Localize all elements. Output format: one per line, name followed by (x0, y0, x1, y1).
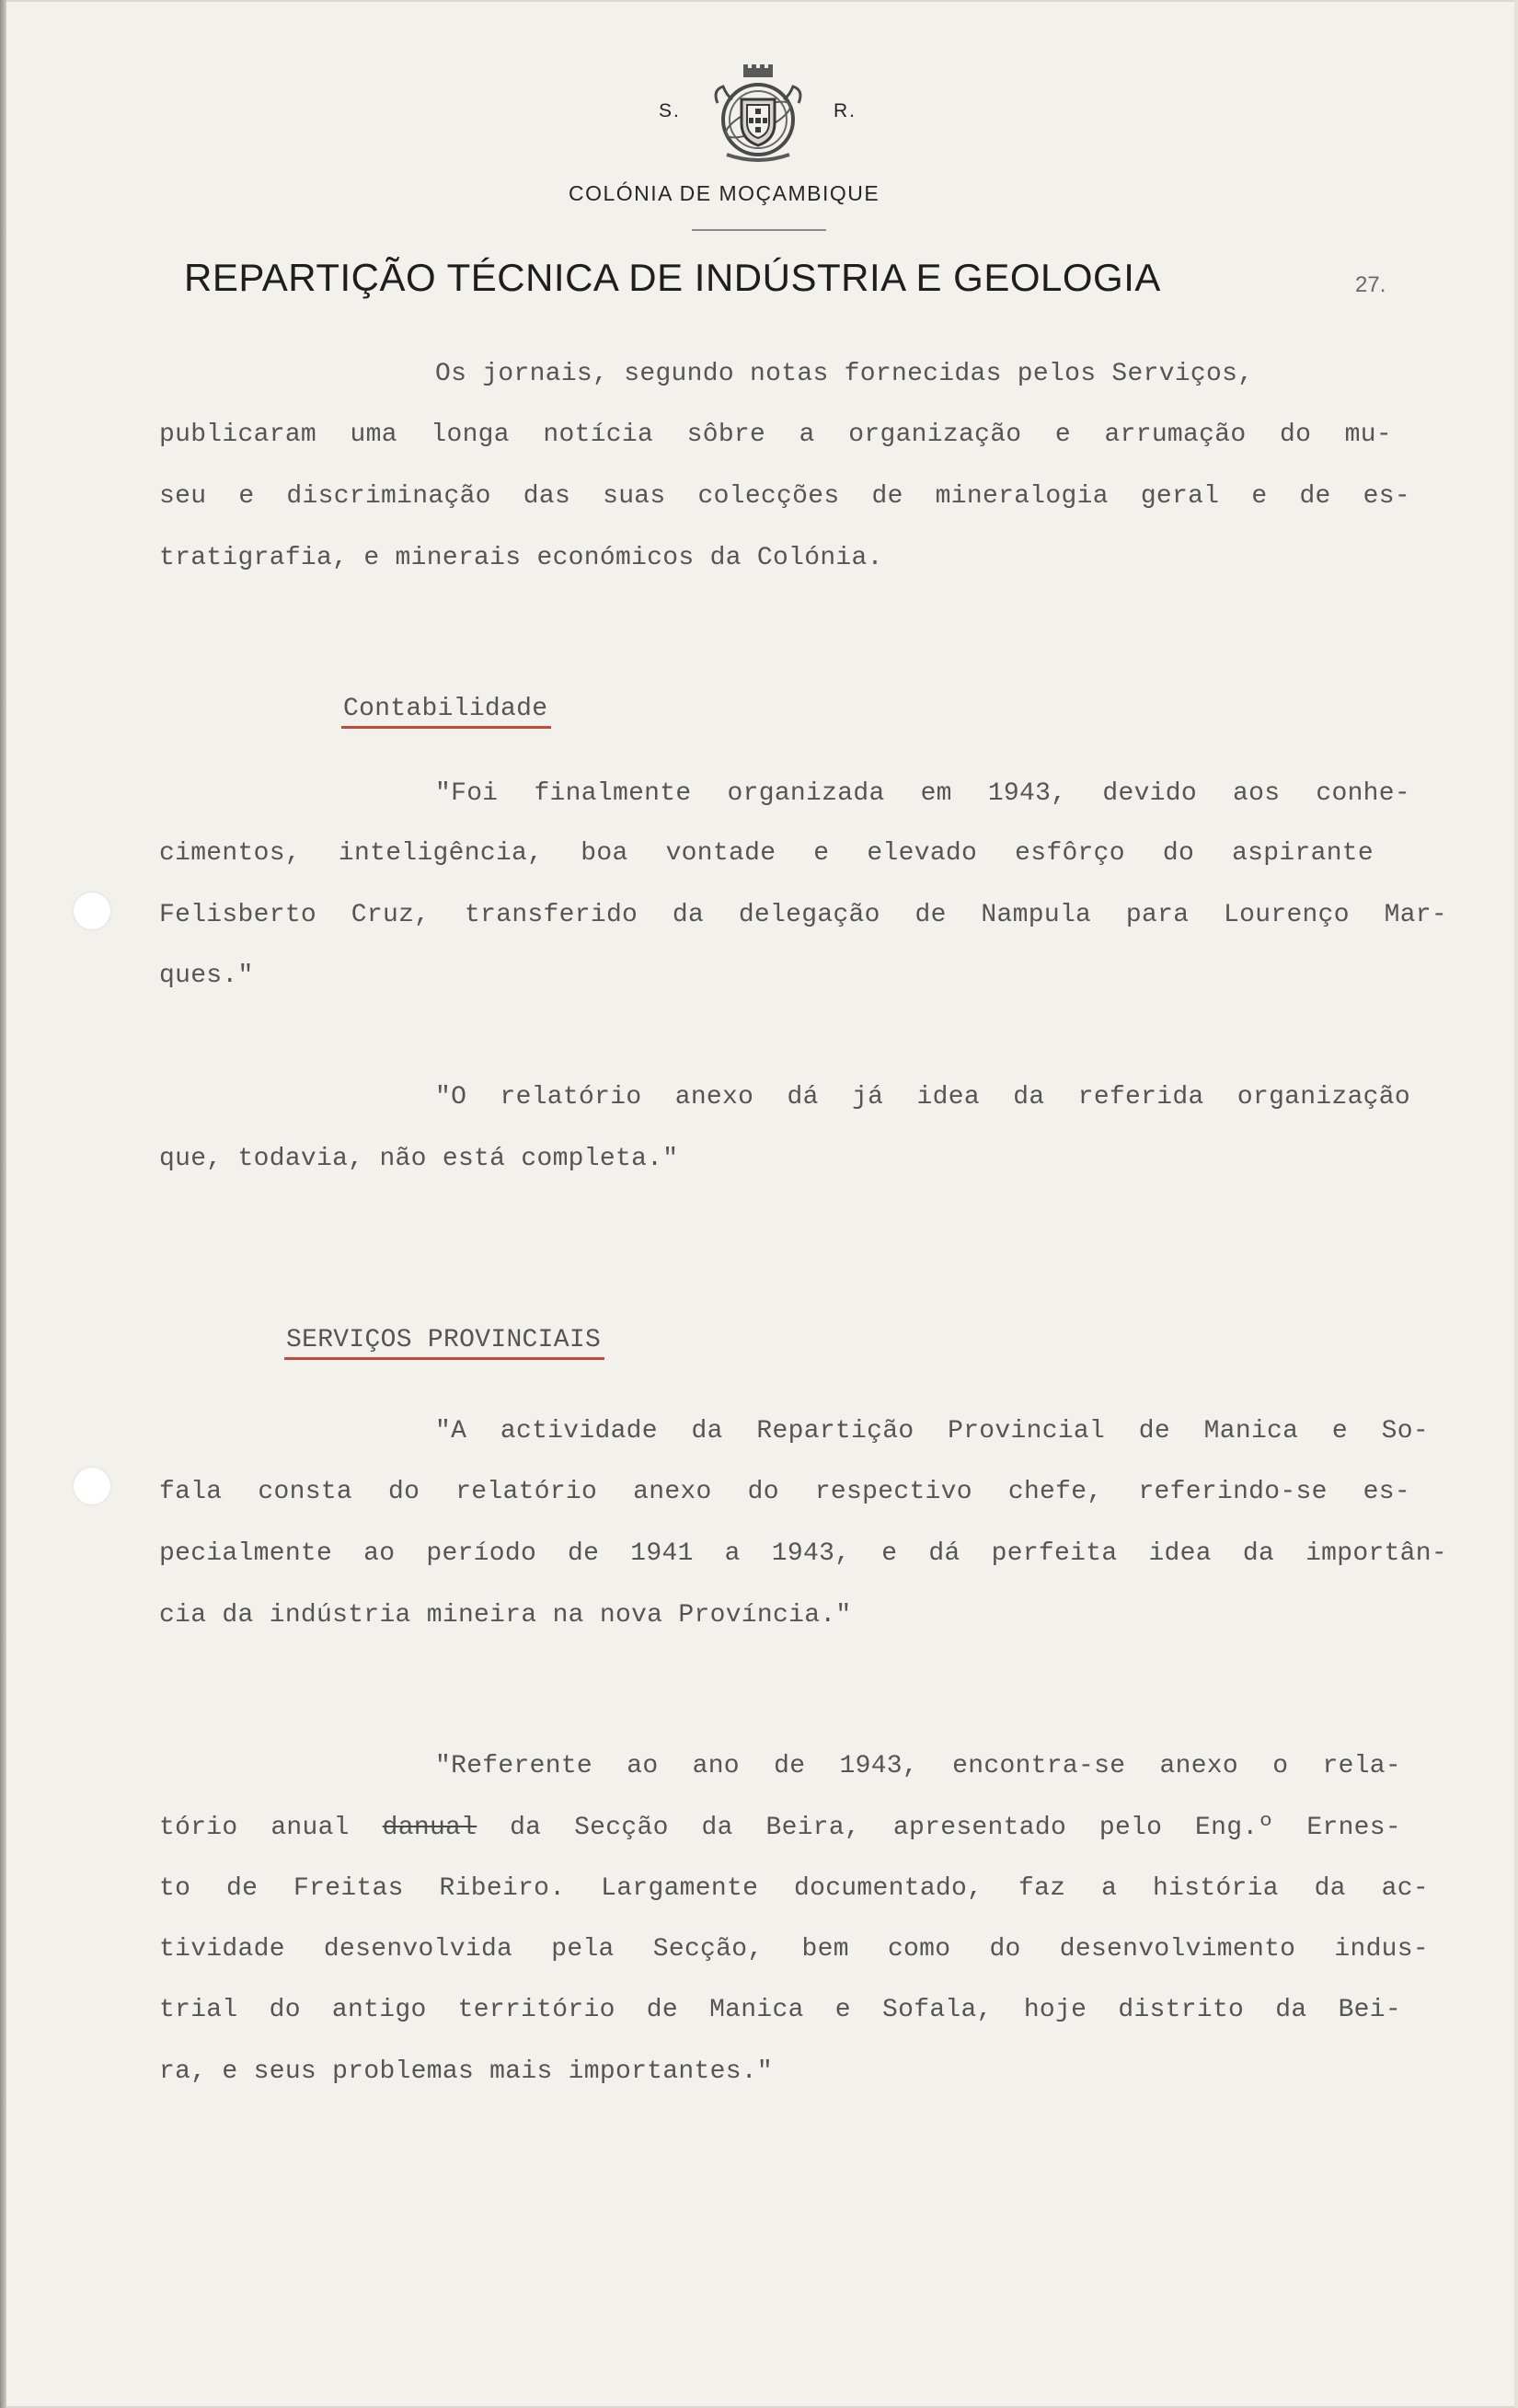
heading-underline (284, 1357, 604, 1360)
paper-edge-right (1514, 0, 1518, 2408)
heading-text: Contabilidade (343, 695, 548, 723)
paragraph-line (159, 1810, 1401, 1847)
struck-word: danual (382, 1814, 477, 1842)
intro-line: publicaram uma longa notícia sôbre a organização e arrumação do mu- (159, 421, 1392, 449)
crown-icon (743, 64, 773, 77)
letterhead-initial-r: R. (834, 100, 857, 121)
paragraph-line: to de Freitas Ribeiro. Largamente documentado, faz a história da ac- (159, 1874, 1429, 1903)
intro-line: Os jornais, segundo notas fornecidas pelos Serviços, (435, 360, 1254, 388)
coat-of-arms-emblem (707, 63, 810, 166)
section-heading-contabilidade (343, 691, 547, 728)
punch-hole (74, 1468, 110, 1504)
colony-name: COLÓNIA DE MOÇAMBIQUE (569, 181, 880, 205)
department-title: REPARTIÇÃO TÉCNICA DE INDÚSTRIA E GEOLOGIA (184, 256, 1161, 299)
paragraph-line: que, todavia, não está completa." (159, 1145, 679, 1173)
paragraph-line: trial do antigo território de Manica e Sofala, hoje distrito da Bei- (159, 1996, 1401, 2024)
page-number: 27. (1355, 272, 1386, 297)
letterhead-divider (692, 229, 826, 231)
paper-edge (0, 0, 6, 2408)
letterhead-initial-s: S. (659, 100, 681, 121)
paragraph-line: ra, e seus problemas mais importantes." (159, 2057, 774, 2086)
heading-text: SERVIÇOS PROVINCIAIS (286, 1326, 602, 1354)
paragraph-line: "Referente ao ano de 1943, encontra-se anexo o rela- (435, 1752, 1401, 1780)
paragraph-line: pecialmente ao período de 1941 a 1943, e dá perfeita idea da importân- (159, 1539, 1447, 1568)
paragraph-line: cimentos, inteligência, boa vontade e elevado esfôrço do aspirante (159, 839, 1374, 868)
paragraph-line: "Foi finalmente organizada em 1943, devido aos conhe- (435, 779, 1410, 808)
text-segment: tório anual (159, 1814, 350, 1842)
heading-underline (341, 726, 551, 729)
paragraph-line: cia da indústria mineira na nova Província." (159, 1601, 852, 1630)
section-heading-servicos-provinciais (286, 1322, 601, 1359)
intro-line: seu e discriminação das suas colecções de mineralogia geral e de es- (159, 482, 1410, 511)
punch-hole (74, 893, 110, 929)
paragraph-line: tividade desenvolvida pela Secção, bem como do desenvolvimento indus- (159, 1935, 1429, 1964)
paragraph-line: "A actividade da Repartição Provincial de Manica e So- (435, 1417, 1429, 1446)
intro-line: tratigrafia, e minerais económicos da Colónia. (159, 544, 883, 572)
text-segment: da Secção da Beira, apresentado pelo Eng.º Ernes- (510, 1814, 1401, 1842)
paragraph-line: Felisberto Cruz, transferido da delegação de Nampula para Lourenço Mar- (159, 901, 1447, 929)
paragraph-line: "O relatório anexo dá já idea da referida organização (435, 1083, 1410, 1112)
paragraph-line: fala consta do relatório anexo do respectivo chefe, referindo-se es- (159, 1478, 1410, 1506)
paragraph-line: ques." (159, 962, 254, 990)
